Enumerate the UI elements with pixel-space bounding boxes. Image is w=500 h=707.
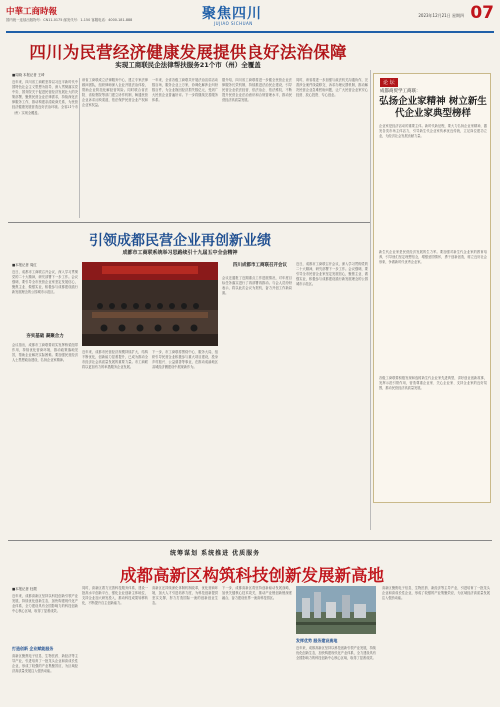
commentary-tag: 论 坛 — [380, 78, 398, 87]
publication-info: 国内统一连续出版物号：CN11-0175 邮发代号：1-150 客服电话：4000-181-888 — [6, 18, 133, 22]
article2-side-head: 四川成都市工商联召开会议 — [233, 263, 287, 268]
commentary-body1: 企业家是经济活动的重要主体。新时代新征程，要大力弘扬企业家精神，激发各类市场主体活力，引导新生代企业家传承优良传统，立足岗位建功立业，为经济社会发展贡献力量。 — [379, 124, 487, 139]
article1-col1: 近年来，四川省工商联坚持以习近平新时代中国特色社会主义思想为指导，深入贯彻落实党中央、国务院关于促进民营经济发展壮大的决策部署，聚焦民营企业法律需求，持续深化法律服务工作，推动构建亲清政商关系，为民营经济健康发展营造良好法治环境。全省21个市（州）实现全覆盖。 — [12, 80, 78, 115]
article1-subhead: 实现工商联民企法律帮扶服务21个市（州）全覆盖 — [115, 61, 261, 69]
article1-col2: 该省工商联成立法律服务中心，建立专家法律顾问团队，组织律师深入企业开展法治体检，帮助企业防范化解经营风险。同时联合省法院、省检察院等部门建立协作机制，畅通民营企业诉求反映渠道，依法保护民营企业产权和企业家权益。 — [82, 78, 148, 108]
section-pinyin: JUJIAO SICHUAN — [214, 21, 253, 26]
column-rule — [370, 70, 371, 530]
article1-headline: 四川为民营经济健康发展提供良好法治保障 — [29, 43, 347, 62]
city-photo-icon — [296, 586, 376, 634]
commentary-box — [373, 73, 491, 503]
article3-col6: 高新区聚焦电子信息、生物医药、新经济等主导产业，引进培育了一批龙头企业和高成长性企业，形成了较强的产业集聚效应，为区域经济高质量发展注入强劲动能。 — [382, 586, 490, 601]
article2-col3: 下一步，市工商联将围绕中心、服务大局，组织引导民营企业积极参与重大项目建设，投身乡村振兴、公益慈善等事业，在推动成渝地区双城经济圈建设中展现新作为。 — [152, 350, 218, 370]
article3-col2: 同时，高新区着力完善科技服务体系，建设一批高水平创新平台，强化企业创新主体地位，支持企业加大研发投入，推动科技成果转移转化，不断提升自主创新能力。 — [82, 586, 148, 606]
column-rule — [79, 78, 80, 218]
commentary-body2: 新生代企业家是民营经济发展的生力军。要加强对新生代企业家的教育培养，引导他们坚定理想信念，增强爱国情怀，勇于创新创造，树立良好社会形象，争做新时代优秀企业家。 — [379, 250, 487, 265]
commentary-title: 弘扬企业家精神 树立新生代企业家典型榜样 — [379, 96, 487, 119]
divider-article1 — [8, 222, 370, 223]
commentary-body3: 各级工商联要积极发现和选树新生代企业家先进典型，讲好创业创新故事，发挥示范引领作用，营造尊重企业家、关心企业家、支持企业家的良好氛围，推动民营经济高质量发展。 — [379, 376, 487, 391]
article3-section-head1: 打造创新 企业赋能服务 — [12, 646, 54, 651]
article1-col3: 一年来，全省各级工商联共开展法治宣讲活动数百场，服务企业上万家，协调化解涉企纠纷数百件，为企业挽回经济损失数亿元，受到广大民营企业普遍好评。下一步将继续完善服务体系。 — [152, 78, 218, 103]
commentary-author: 成都商贸学工商联： — [380, 89, 421, 94]
article3-col3: 高新区还持续深化体制机制改革，优化营商环境，加大人才引进培养力度，为科技创新提供坚实支撑，努力打造国际一流的创新创业生态。 — [152, 586, 218, 606]
article3-section-head2: 发挥优势 服务建设高地 — [296, 638, 338, 643]
article3-col5: 近年来，成都高新区坚持以科技创新引领产业发展，持续优化创新生态，加快构建现代化产业体系，全力建设具有全国影响力的科技创新中心核心区域，取得了显著成效。 — [296, 646, 376, 661]
article1-byline: ■周晓 本报记者 王琦 — [12, 73, 45, 77]
article2-col1: 近日，成都市工商联召开会议，深入学习贯彻党的二十大精神，研究部署下一步工作。会议强调，要引导全市民营企业家坚定发展信心，聚焦主业、做强实业，积极参与成都建设践行新发展理念的公园城市示范区。 — [12, 270, 78, 295]
masthead-rule — [6, 31, 494, 33]
article2-inline-head: 夯实基础 凝聚合力 — [26, 334, 64, 339]
article2-photo — [82, 262, 218, 346]
newspaper-logo: 中華工商時報 — [6, 7, 58, 17]
article3-headline: 成都高新区构筑科技创新发展新高地 — [120, 566, 384, 585]
article3-byline: ■本报记者 杜璟 — [12, 587, 37, 591]
article2-byline: ■本报记者 周红 — [12, 263, 37, 267]
article2-col5: 近日，成都市工商联召开会议，深入学习贯彻党的二十大精神，研究部署下一步工作。会议强调，要引导全市民营企业家坚定发展信心，聚焦主业、做强实业，积极参与成都建设践行新发展理念的公园城市示范区。 — [296, 262, 368, 287]
article3-photo — [296, 586, 376, 634]
article1-col4: 据介绍，四川省工商联将进一步健全民营企业法律服务长效机制，持续推进法治民企建设，引导民营企业依法经营、依法治企、依法维权，不断提升民营企业法治意识和合规管理水平，推动民营经济高质量发展。 — [222, 78, 292, 103]
meeting-photo-icon — [82, 262, 218, 346]
section-title: 聚焦四川 — [202, 6, 262, 22]
article2-col4: 会议还通报了近期重点工作进展情况，对年度目标任务落实进行了再部署再推动。与会人员纷纷表示，将以此次会议为契机，奋力开创工作新局面。 — [222, 276, 292, 296]
article2-col1b: 会议指出，成都市工商联要切实发挥桥梁纽带作用，持续优化营商环境，推动政策落地见效，帮助企业解决实际困难。要加强民营经济人士思想政治建设，弘扬企业家精神。 — [12, 343, 78, 363]
divider-article3 — [8, 540, 492, 541]
page-number: 07 — [470, 3, 494, 23]
article3-col1: 近年来，成都高新区坚持以科技创新引领产业发展，持续优化创新生态，加快构建现代化产业体系，全力建设具有全国影响力的科技创新中心核心区域，取得了显著成效。 — [12, 594, 78, 614]
article3-slogan: 统筹谋划 系统推进 优质服务 — [170, 550, 261, 557]
article3-col1b: 高新区聚焦电子信息、生物医药、新经济等主导产业，引进培育了一批龙头企业和高成长性企业，形成了较强的产业集聚效应，为区域经济高质量发展注入强劲动能。 — [12, 654, 78, 674]
edition-date: 2023年12月21日 星期四 — [418, 13, 464, 18]
article3-col4: 下一步，成都高新区将坚持创新驱动发展战略，加快关键核心技术攻关，推动产业链创新链深度融合，奋力建设世界一流高科技园区。 — [222, 586, 292, 601]
article2-col2: 近年来，成都市民营经济规模持续扩大，结构不断优化，创新能力显著提升，已成为推动全市经济社会高质量发展的重要力量。市工商联将以更加有力的举措服务企业发展。 — [82, 350, 148, 370]
article2-headline: 引领成都民营企业再创新业绩 — [89, 233, 271, 249]
article1-col5: 同时，该省将进一步加强与政法机关沟通协作，完善涉企案件线索移交、诉求办理反馈机制，推动解决民营企业急难愁盼问题，让广大民营企业家安心经营、放心投资、专心创业。 — [296, 78, 368, 98]
article2-subhead: 成都市工商联系统举习思路续引十九届五中全会精神 — [122, 250, 238, 256]
